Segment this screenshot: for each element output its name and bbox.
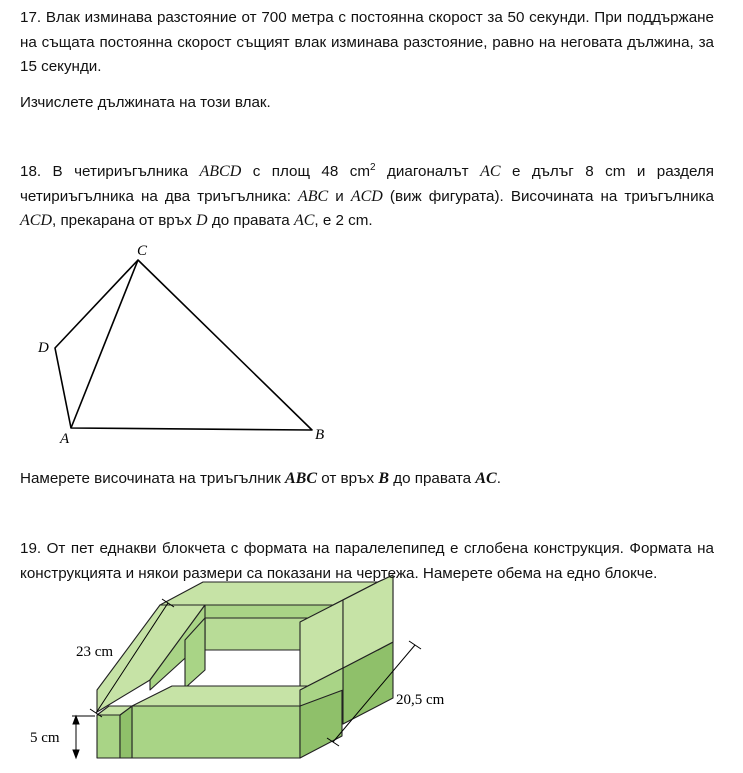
quadrilateral-outline — [55, 260, 312, 430]
quadrilateral-figure — [55, 260, 312, 430]
problem-17-question: Изчислете дължината на този влак. — [20, 94, 271, 111]
block-construction — [97, 575, 393, 758]
math-d: D — [196, 212, 208, 229]
problem-17-text: 17. Влак изминава разстояние от 700 метра с постоянна скорост за 50 секунди. При поддържане на същата постоянна скорост същият влак изминава разстояние, равно на неговата дължина, за 15 секунди. — [20, 9, 714, 75]
vertex-label-b: B — [315, 427, 325, 443]
vertex-label-d: D — [38, 340, 49, 356]
math-ac: AC — [293, 212, 315, 229]
problem-19-text: 19. От пет еднакви блокчета с формата на паралелепипед е сглобена конструкция. Формата на конструкцията и някои размери са показани на чертежа. Намерете обема на едно блокче. — [20, 540, 714, 582]
math-abc-bold: ABC — [284, 470, 317, 487]
vertex-label-c: C — [137, 243, 148, 259]
problem-18-text: 18. В четириъгълника ABCD с площ 48 $cm^2$ диагоналът AC е дълъг 8 cm и разделя четириъгълника на два триъгълника: ABC и ACD (виж фигурата). Височината на триъгълника ACD, прекарана от връх D до правата AC, е 2 cm. — [20, 161, 715, 229]
math-abc: ABC — [298, 187, 329, 205]
math-acd: ACD — [20, 212, 52, 229]
math-ac: AC — [480, 163, 501, 180]
diagonal-ac — [71, 260, 138, 428]
dim-length-label: 23 cm — [76, 644, 114, 660]
math-abcd: ABCD — [199, 163, 242, 180]
math-acd: ACD — [350, 187, 383, 205]
math-b-bold: B — [378, 470, 390, 487]
dim-width-label: 20,5 cm — [396, 692, 445, 708]
math-ac-bold: AC — [475, 470, 497, 487]
vertex-label-a: A — [60, 431, 70, 447]
corner-block-front — [97, 715, 120, 758]
problem-18-question: Намерете височината на триъгълник ABC от връх B до правата AC. — [20, 470, 501, 487]
front-block-front — [132, 706, 300, 758]
dim-height-label: 5 cm — [30, 730, 60, 746]
